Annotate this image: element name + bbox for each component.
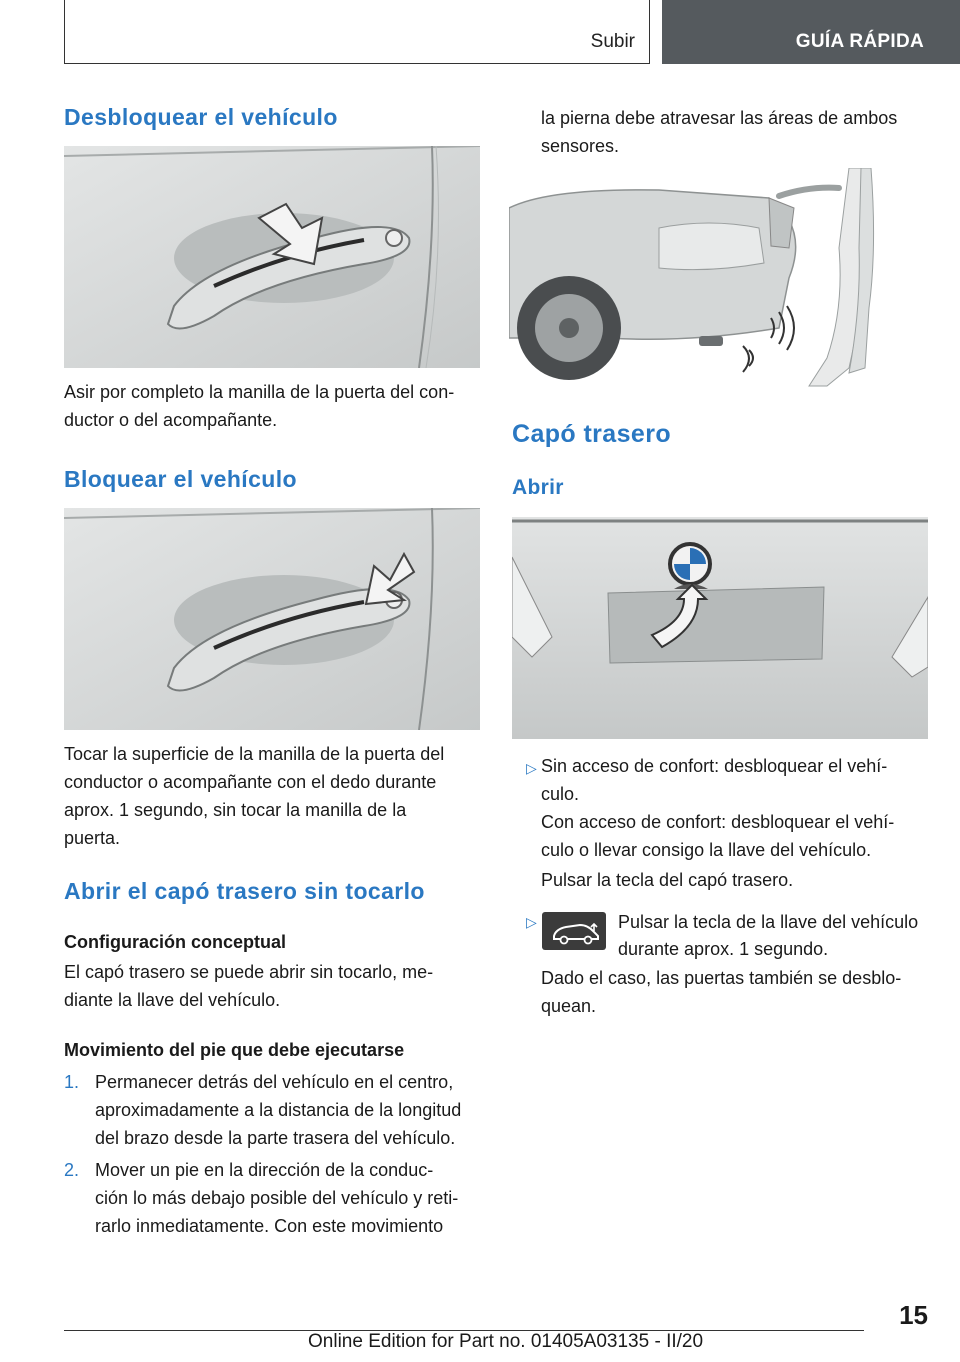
edition-footer: Online Edition for Part no. 01405A03135 - II/20 (308, 1331, 704, 1352)
trunk-button-illustration (512, 517, 928, 739)
bullet-1-extra-line-2: culo o llevar consigo la llave del vehículo. (541, 840, 872, 860)
bullet-triangle-icon-1: ▷ (526, 760, 537, 776)
bullet-1-line-2: culo. (541, 784, 580, 804)
lock-text-line-1: Tocar la superficie de la manilla de la puerta del (64, 744, 445, 764)
open-subheading: Abrir (512, 476, 564, 499)
bullet-1-last-line: Pulsar la tecla del capó trasero. (541, 870, 794, 890)
concept-heading: Configuración conceptual (64, 932, 287, 952)
continued-line-1: la pierna debe atravesar las áreas de ambos (541, 108, 898, 128)
step-1-line-1: Permanecer detrás del vehículo en el centro, (95, 1072, 454, 1092)
movement-heading: Movimiento del pie que debe ejecutarse (64, 1040, 405, 1060)
touchless-heading: Abrir el capó trasero sin tocarlo (64, 878, 425, 904)
unlock-text-line-1: Asir por completo la manilla de la puerta del con- (64, 382, 455, 402)
lock-text-line-4: puerta. (64, 828, 121, 848)
unlock-text-line-2: ductor o del acompañante. (64, 410, 278, 430)
step-2-line-2: ción lo más debajo posible del vehículo y reti- (95, 1188, 459, 1208)
step-2-line-3: rarlo inmediatamente. Con este movimiento (95, 1216, 444, 1236)
bullet-2-line-1: Pulsar la tecla de la llave del vehículo (618, 912, 919, 932)
lock-heading: Bloquear el vehículo (64, 466, 297, 492)
unlock-heading: Desbloquear el vehículo (64, 104, 338, 130)
bullet-2-extra-line-2: quean. (541, 996, 597, 1016)
section-tab-label: GUÍA RÁPIDA (795, 31, 924, 52)
bullet-2-extra-line-1: Dado el caso, las puertas también se desblo- (541, 968, 902, 988)
door-handle-unlock-illustration (64, 146, 480, 368)
trunk-heading: Capó trasero (512, 420, 672, 448)
kick-sensor-illustration (509, 168, 924, 390)
bullet-triangle-icon-2: ▷ (526, 914, 537, 930)
bullet-1-extra-line-1: Con acceso de confort: desbloquear el vehí- (541, 812, 895, 832)
step-1-line-3: del brazo desde la parte trasera del vehículo. (95, 1128, 456, 1148)
lock-text-line-3: aprox. 1 segundo, sin tocar la manilla de la (64, 800, 407, 820)
section-tab[interactable] (662, 0, 960, 64)
step-number-2: 2. (64, 1160, 80, 1180)
lock-text-line-2: conductor o acompañante con el dedo durante (64, 772, 437, 792)
car-trunk-key-icon (542, 912, 606, 950)
page-number: 15 (899, 1300, 928, 1330)
concept-text-line-1: El capó trasero se puede abrir sin tocarlo, me- (64, 962, 434, 982)
bullet-2-line-2: durante aprox. 1 segundo. (618, 939, 829, 959)
bullet-1-line-1: Sin acceso de confort: desbloquear el vehí- (541, 756, 888, 776)
continued-line-2: sensores. (541, 136, 620, 156)
concept-text-line-2: diante la llave del vehículo. (64, 990, 281, 1010)
step-2-line-1: Mover un pie en la dirección de la conduc- (95, 1160, 434, 1180)
subir-link[interactable]: Subir (590, 31, 635, 52)
header-frame (64, 0, 650, 64)
door-handle-lock-illustration (64, 508, 480, 730)
step-1-line-2: aproximadamente a la distancia de la longitud (95, 1100, 462, 1120)
step-number-1: 1. (64, 1072, 80, 1092)
